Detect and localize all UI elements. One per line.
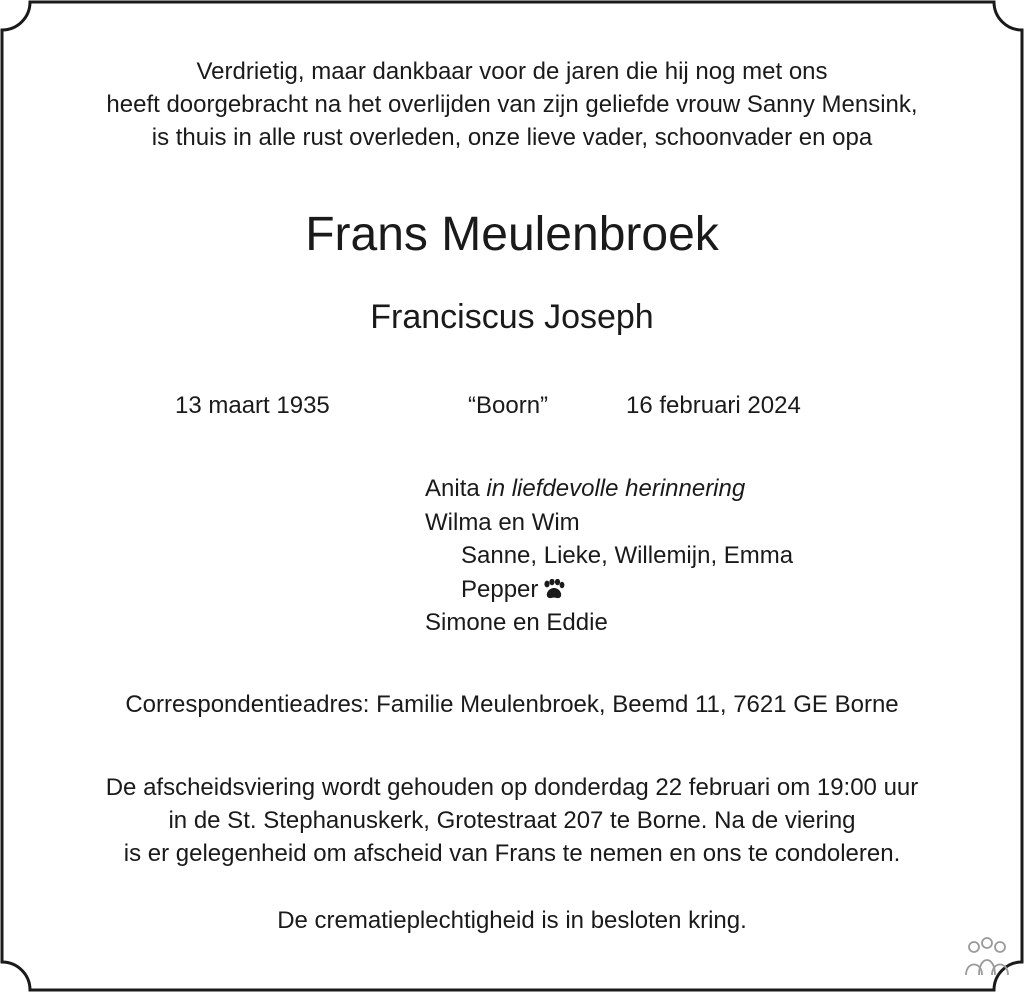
family-note: in liefdevolle herinnering (486, 475, 746, 502)
intro-line: is thuis in alle rust overleden, onze lieve vader, schoonvader en opa (151, 124, 873, 151)
deceased-name: Frans Meulenbroek (305, 208, 719, 261)
cremation-text: De crematieplechtigheid is in besloten kring. (277, 907, 747, 934)
family-member: Wilma en Wim (425, 508, 580, 536)
intro-line: heeft doorgebracht na het overlijden van zijn geliefde vrouw Sanny Mensink, (106, 91, 918, 118)
pet-name: Pepper (461, 575, 539, 603)
ceremony-line: in de St. Stephanuskerk, Grotestraat 207 te Borne. Na de viering (168, 807, 856, 834)
family-member (425, 472, 793, 506)
given-names: Franciscus Joseph (370, 298, 654, 336)
intro-text (0, 55, 1024, 154)
ceremony-line: De afscheidsviering wordt gehouden op donderdag 22 februari om 19:00 uur (105, 774, 919, 801)
nickname: “Boorn” (468, 392, 549, 419)
death-date: 16 februari 2024 (626, 392, 801, 419)
ceremony-text (0, 771, 1024, 870)
birth-date: 13 maart 1935 (175, 392, 330, 419)
family-name: Anita (425, 475, 480, 502)
family-member: Simone en Eddie (425, 609, 608, 636)
family-logo-icon (962, 937, 1012, 977)
grandchildren: Sanne, Lieke, Willemijn, Emma (461, 542, 794, 569)
family-list (425, 472, 793, 640)
correspondence-address: Correspondentieadres: Familie Meulenbroek, Beemd 11, 7621 GE Borne (125, 691, 899, 718)
intro-line: Verdrietig, maar dankbaar voor de jaren die hij nog met ons (196, 58, 828, 85)
ceremony-line: is er gelegenheid om afscheid van Frans te nemen en ons te condoleren. (123, 840, 901, 867)
pet-entry (425, 573, 793, 607)
paw-icon (542, 579, 566, 601)
